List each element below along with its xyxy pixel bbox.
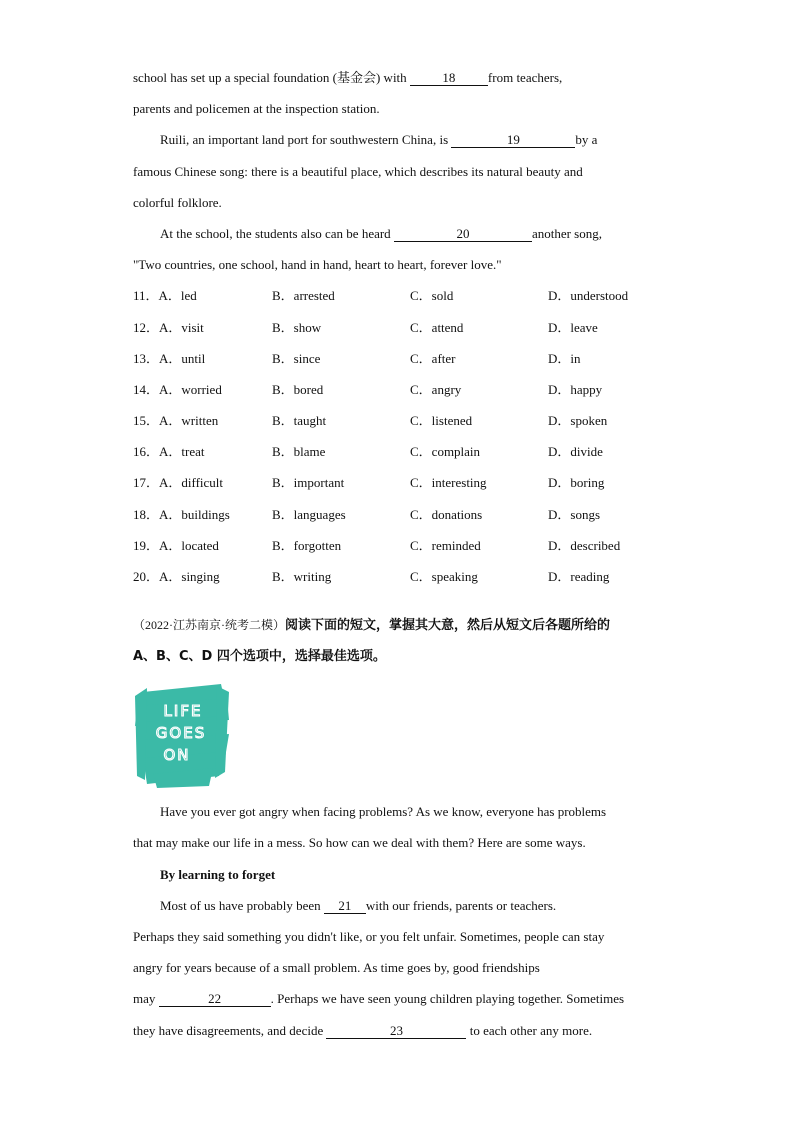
question-list <box>133 280 673 592</box>
option-c: C．after <box>410 350 456 366</box>
section-instruction: （2022·江苏南京·统考二模）阅读下面的短文，掌握其大意，然后从短文后各题所给的 A、B、C、D 四个选项中，选择最佳选项。 <box>133 618 611 665</box>
option-b: B．arrested <box>272 288 335 304</box>
blank-23: 23 <box>326 1024 466 1039</box>
option-d: D．boring <box>548 475 605 491</box>
logo-graphic <box>133 680 233 790</box>
question-row <box>133 436 673 467</box>
option-b: B．bored <box>272 381 324 397</box>
option-c: C．complain <box>410 444 481 460</box>
passage-line: may 22 . Perhaps we have seen young children playing together. Sometimes <box>133 991 625 1007</box>
passage-line: colorful folklore. <box>133 194 222 210</box>
option-a: 15．A．written <box>133 413 219 429</box>
option-b: B．forgotten <box>272 537 342 553</box>
subheading: By learning to forget <box>160 866 276 882</box>
option-c: C．listened <box>410 413 473 429</box>
option-a: 16．A．treat <box>133 444 205 460</box>
option-d: D．divide <box>548 444 603 460</box>
option-d: D．happy <box>548 381 603 397</box>
passage-line: they have disagreements, and decide 23 to each other any more. <box>133 1022 593 1038</box>
passage-line: Ruili, an important land port for southwestern China, is 19 by a <box>160 132 598 148</box>
passage-line: "Two countries, one school, hand in hand, heart to heart, forever love." <box>133 257 502 273</box>
passage-line: Perhaps they said something you didn't like, or you felt unfair. Sometimes, people can stay <box>133 928 605 944</box>
option-d: D．leave <box>548 319 598 335</box>
option-d: D．described <box>548 537 621 553</box>
option-d: D．songs <box>548 506 601 522</box>
option-c: C．speaking <box>410 569 478 584</box>
option-c: C．donations <box>410 506 483 522</box>
document-page <box>133 62 673 1046</box>
passage-line: that may make our life in a mess. So how can we deal with them? Here are some ways. <box>133 835 586 851</box>
option-a: 14．A．worried <box>133 381 222 397</box>
passage-line: At the school, the students also can be heard 20 another song, <box>160 225 602 241</box>
option-d: D．spoken <box>548 413 608 429</box>
question-row <box>133 405 673 436</box>
option-a: 20．A．singing <box>133 569 220 584</box>
option-a: 11．A．led <box>133 288 197 304</box>
passage-line: Have you ever got angry when facing problems? As we know, everyone has problems <box>160 804 607 820</box>
logo-text-1: LIFE <box>163 702 203 721</box>
passage-line: angry for years because of a small problem. As time goes by, good friendships <box>133 960 540 976</box>
logo-text-2: GOES <box>155 724 207 743</box>
blank-20: 20 <box>394 227 532 242</box>
blank-19: 19 <box>451 133 575 148</box>
option-c: C．attend <box>410 319 464 335</box>
blank-22: 22 <box>159 992 271 1007</box>
question-row <box>133 467 673 498</box>
question-row <box>133 280 673 311</box>
option-a: 13．A．until <box>133 350 206 366</box>
logo-text-3: ON <box>163 746 191 765</box>
passage-line: famous Chinese song: there is a beautiful place, which describes its natural beauty and <box>133 163 583 179</box>
option-a: 18．A．buildings <box>133 506 230 522</box>
question-row <box>133 374 673 405</box>
question-row <box>133 343 673 374</box>
option-d: D．understood <box>548 288 629 304</box>
option-a: 12．A．visit <box>133 319 204 335</box>
life-goes-on-logo <box>133 680 233 790</box>
option-c: C．interesting <box>410 475 487 491</box>
option-c: C．reminded <box>410 537 481 553</box>
option-b: B．blame <box>272 444 326 460</box>
blank-18: 18 <box>410 71 488 86</box>
passage-line: school has set up a special foundation (基金会) with 18 from teachers, <box>133 70 563 85</box>
passage-line: Most of us have probably been 21 with our friends, parents or teachers. <box>160 897 557 913</box>
option-c: C．angry <box>410 381 462 397</box>
option-d: D．in <box>548 350 581 366</box>
question-row <box>133 530 673 561</box>
option-a: 17．A．difficult <box>133 475 224 491</box>
option-c: C．sold <box>410 288 454 304</box>
passage-line: parents and policemen at the inspection station. <box>133 101 380 117</box>
option-d: D．reading <box>548 569 610 584</box>
option-b: B．languages <box>272 506 346 522</box>
option-b: B．important <box>272 475 345 491</box>
option-b: B．show <box>272 319 322 335</box>
option-b: B．writing <box>272 569 332 584</box>
question-row <box>133 312 673 343</box>
option-b: B．taught <box>272 413 327 429</box>
option-b: B．since <box>272 350 321 366</box>
question-row <box>133 499 673 530</box>
question-row <box>133 561 673 592</box>
blank-21: 21 <box>324 899 366 914</box>
source-note: （2022·江苏南京·统考二模） <box>133 618 285 633</box>
option-a: 19．A．located <box>133 537 219 553</box>
